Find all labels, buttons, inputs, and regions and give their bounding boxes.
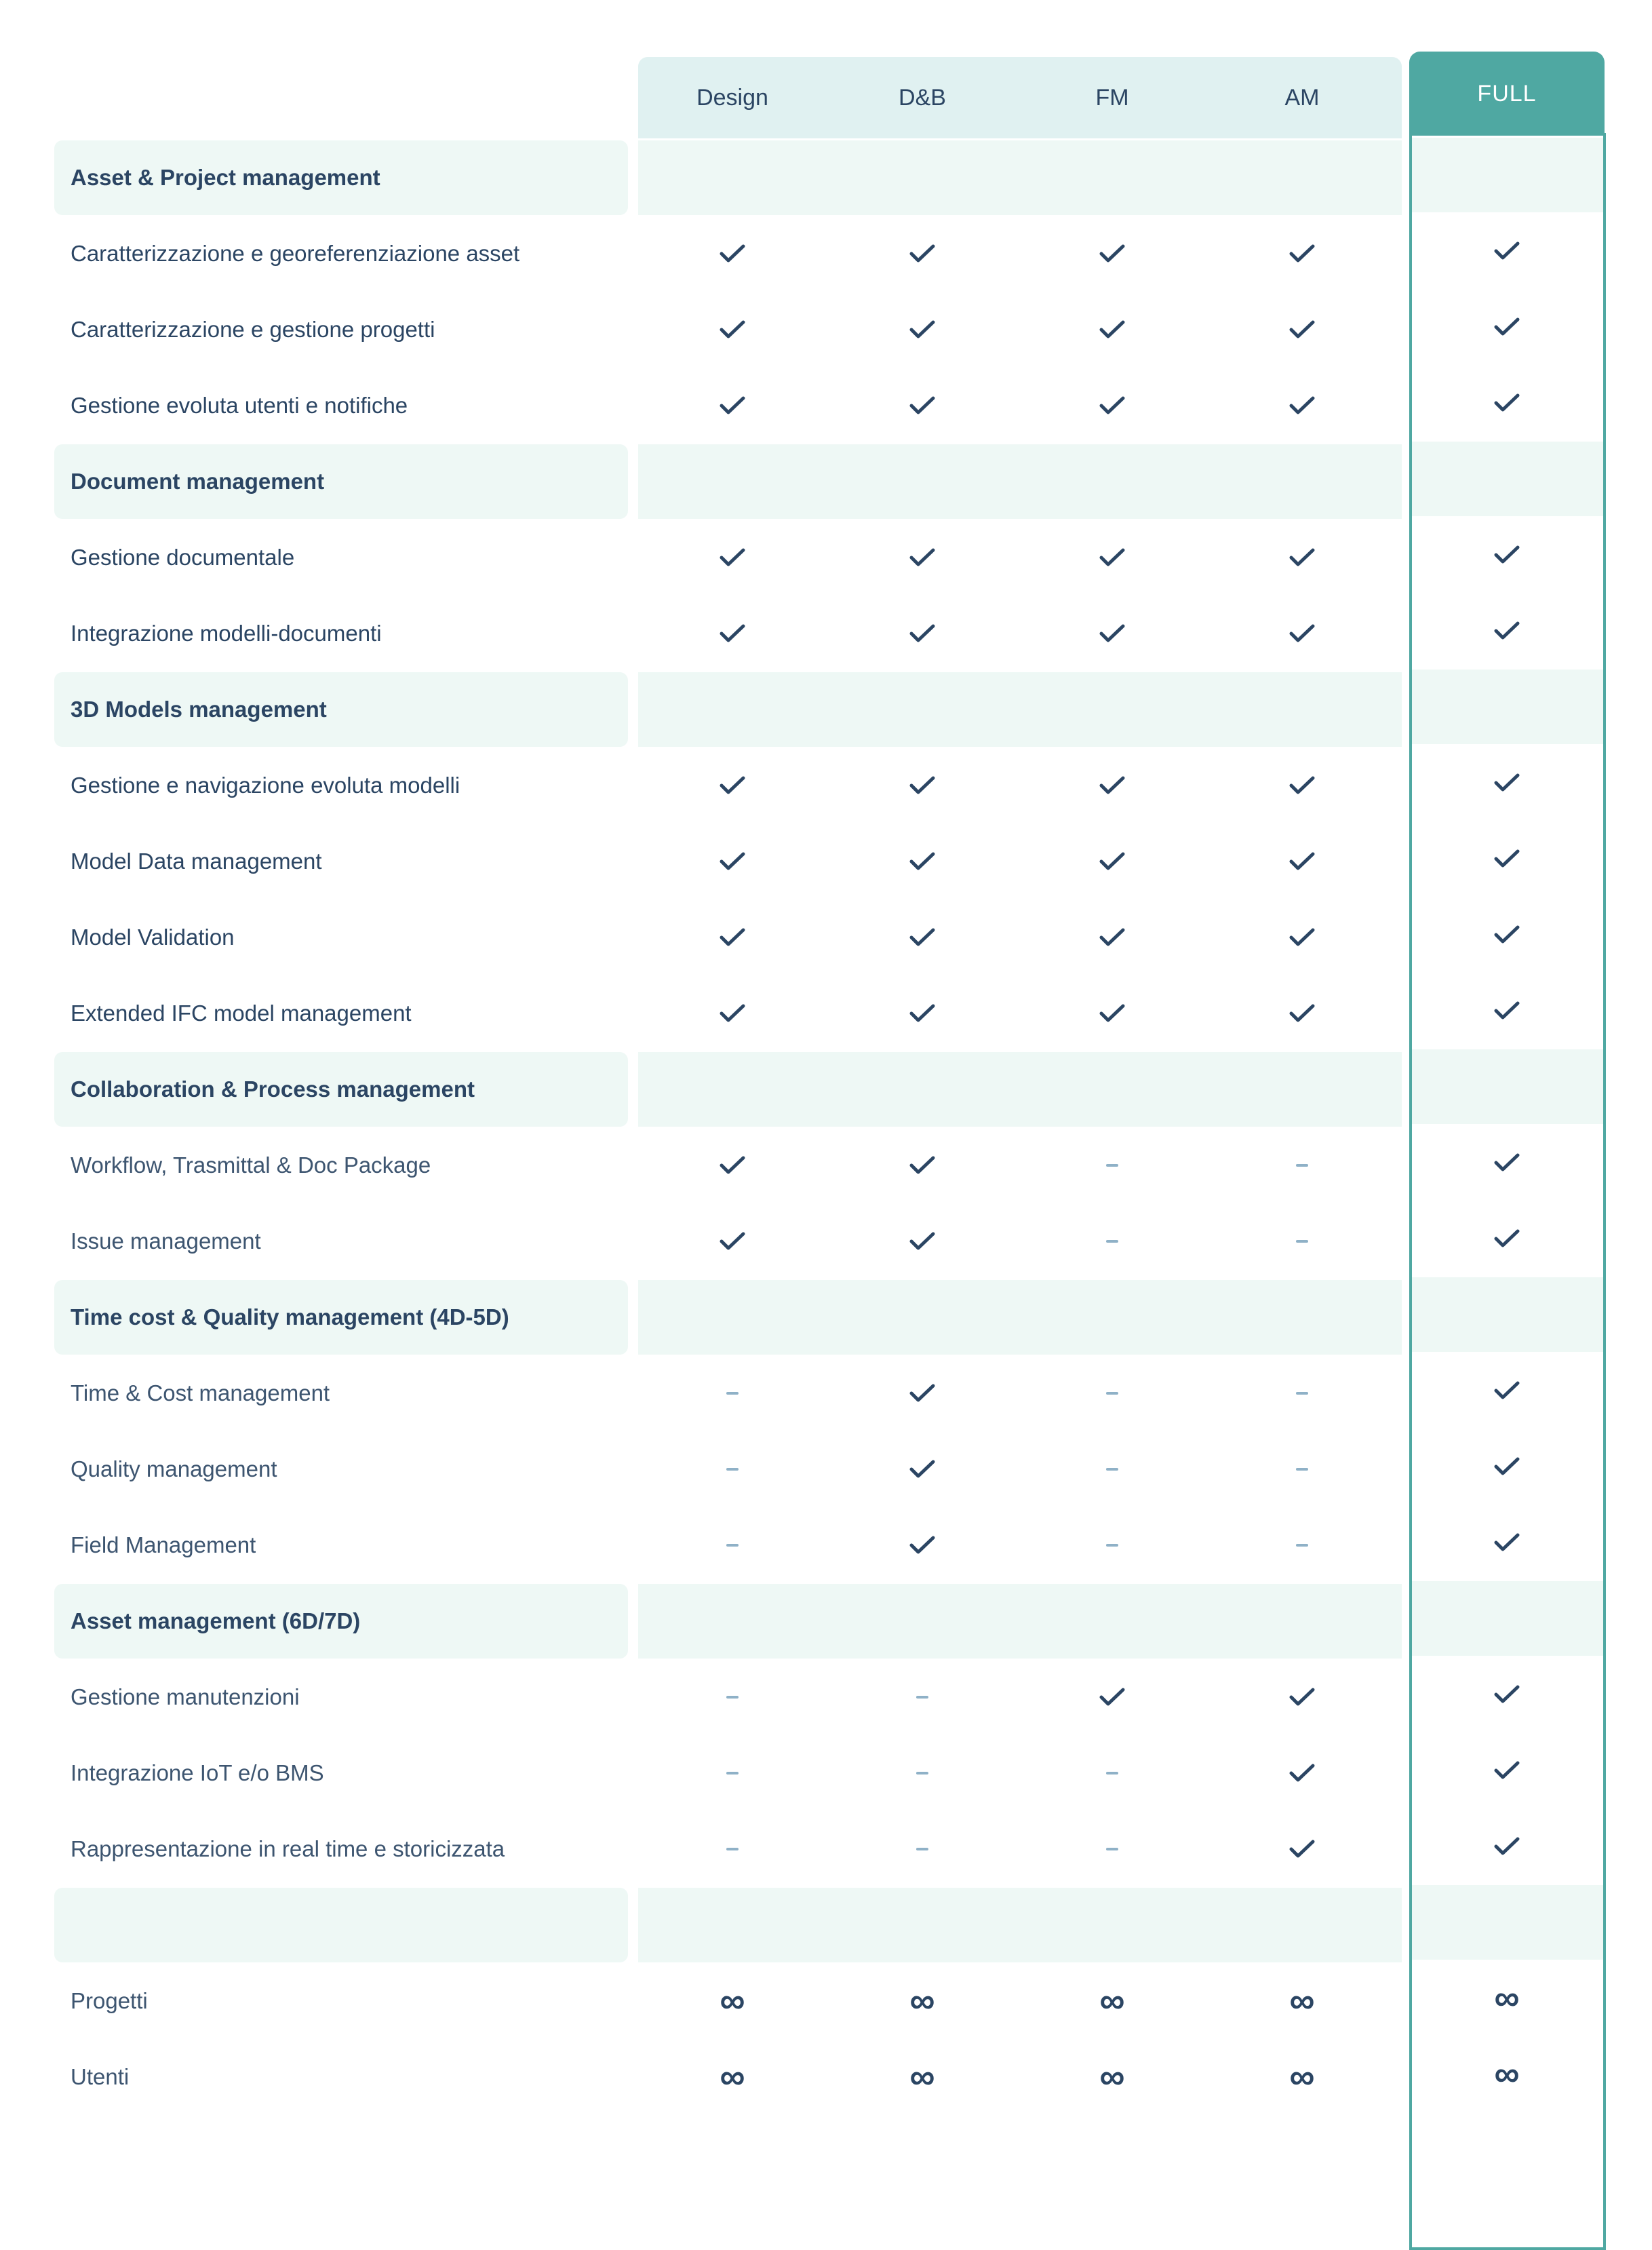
feature-label: Gestione e navigazione evoluta modelli — [71, 773, 460, 798]
dash-icon — [1282, 1221, 1322, 1262]
feature-label: Issue management — [71, 1228, 261, 1254]
section-header-band — [638, 1888, 1402, 1962]
dash-icon — [712, 1525, 753, 1566]
dash-icon — [712, 1373, 753, 1414]
check-icon — [902, 841, 943, 882]
check-icon — [712, 309, 753, 350]
check-icon — [902, 1221, 943, 1262]
section-header-band-full — [1412, 1581, 1603, 1656]
feature-label: Extended IFC model management — [71, 1001, 412, 1026]
check-icon — [712, 233, 753, 274]
column-header-db: D&B — [899, 84, 946, 111]
check-icon — [1487, 1826, 1527, 1867]
dash-icon — [1092, 1753, 1133, 1793]
section-header-label: 3D Models management — [54, 672, 628, 747]
dash-icon — [712, 1677, 753, 1718]
check-icon — [1092, 233, 1133, 274]
dash-icon — [712, 1449, 753, 1490]
infinity-icon: ∞ — [1099, 2057, 1125, 2097]
feature-label: Model Data management — [71, 849, 322, 874]
check-icon — [1487, 1218, 1527, 1259]
feature-label: Caratterizzazione e gestione progetti — [71, 317, 435, 342]
dash-icon — [1092, 1525, 1133, 1566]
check-icon — [1282, 1677, 1322, 1718]
feature-label: Progetti — [71, 1988, 148, 2013]
check-icon — [1487, 1446, 1527, 1487]
infinity-icon: ∞ — [1494, 2055, 1520, 2094]
check-icon — [902, 765, 943, 806]
infinity-icon: ∞ — [909, 1981, 935, 2021]
check-icon — [1487, 838, 1527, 879]
check-icon — [902, 1449, 943, 1490]
check-icon — [712, 385, 753, 426]
check-icon — [712, 1145, 753, 1186]
check-icon — [1282, 233, 1322, 274]
check-icon — [712, 613, 753, 654]
dash-icon — [1092, 1221, 1133, 1262]
check-icon — [712, 537, 753, 578]
check-icon — [1282, 917, 1322, 958]
check-icon — [902, 1145, 943, 1186]
section-header-band-full — [1412, 670, 1603, 744]
check-icon — [1092, 385, 1133, 426]
check-icon — [1092, 841, 1133, 882]
infinity-icon: ∞ — [1494, 1979, 1520, 2018]
dash-icon — [1092, 1373, 1133, 1414]
section-header-band — [638, 140, 1402, 215]
check-icon — [1282, 613, 1322, 654]
check-icon — [1092, 537, 1133, 578]
check-icon — [1487, 231, 1527, 271]
check-icon — [902, 1525, 943, 1566]
check-icon — [1487, 1522, 1527, 1563]
section-header-band — [638, 1280, 1402, 1355]
check-icon — [1487, 383, 1527, 423]
section-header-label: Collaboration & Process management — [54, 1052, 628, 1127]
check-icon — [1092, 765, 1133, 806]
infinity-icon: ∞ — [1289, 2057, 1315, 2097]
dash-icon — [1092, 1145, 1133, 1186]
check-icon — [712, 993, 753, 1034]
column-header-am: AM — [1284, 84, 1320, 111]
check-icon — [902, 1373, 943, 1414]
check-icon — [1092, 1677, 1133, 1718]
infinity-icon: ∞ — [720, 2057, 745, 2097]
check-icon — [902, 309, 943, 350]
check-icon — [1282, 537, 1322, 578]
infinity-icon: ∞ — [909, 2057, 935, 2097]
check-icon — [1487, 990, 1527, 1031]
section-header-band — [638, 444, 1402, 519]
check-icon — [1092, 309, 1133, 350]
feature-label: Rappresentazione in real time e storicizzata — [71, 1836, 505, 1861]
section-header-band — [638, 672, 1402, 747]
check-icon — [1487, 1142, 1527, 1183]
check-icon — [1282, 993, 1322, 1034]
check-icon — [1487, 535, 1527, 575]
dash-icon — [1282, 1525, 1322, 1566]
check-icon — [1487, 1750, 1527, 1791]
check-icon — [902, 537, 943, 578]
dash-icon — [1092, 1829, 1133, 1869]
check-icon — [902, 917, 943, 958]
section-header-band — [638, 1052, 1402, 1127]
section-header-label: Asset management (6D/7D) — [54, 1584, 628, 1659]
dash-icon — [712, 1829, 753, 1869]
dash-icon — [902, 1677, 943, 1718]
section-header-label: Time cost & Quality management (4D-5D) — [54, 1280, 628, 1355]
check-icon — [1092, 917, 1133, 958]
check-icon — [1487, 1370, 1527, 1411]
feature-label: Time & Cost management — [71, 1380, 330, 1405]
dash-icon — [1092, 1449, 1133, 1490]
check-icon — [1282, 765, 1322, 806]
check-icon — [902, 385, 943, 426]
check-icon — [902, 613, 943, 654]
section-header-label: Document management — [54, 444, 628, 519]
check-icon — [712, 917, 753, 958]
dash-icon — [1282, 1373, 1322, 1414]
section-header-band-full — [1412, 1277, 1603, 1352]
feature-label: Field Management — [71, 1532, 256, 1557]
feature-label: Quality management — [71, 1456, 277, 1481]
check-icon — [1487, 307, 1527, 347]
section-header-label — [54, 1888, 628, 1962]
check-icon — [1282, 1829, 1322, 1869]
dash-icon — [712, 1753, 753, 1793]
column-header-full: FULL — [1409, 52, 1605, 136]
check-icon — [1487, 1674, 1527, 1715]
column-header-design: Design — [696, 84, 768, 111]
section-header-band-full — [1412, 1885, 1603, 1960]
feature-label: Utenti — [71, 2064, 130, 2089]
column-header-fm: FM — [1095, 84, 1129, 111]
check-icon — [712, 1221, 753, 1262]
section-header-band — [638, 1584, 1402, 1659]
section-header-label: Asset & Project management — [54, 140, 628, 215]
infinity-icon: ∞ — [1289, 1981, 1315, 2021]
infinity-icon: ∞ — [1099, 1981, 1125, 2021]
section-header-band-full — [1412, 442, 1603, 516]
feature-label: Integrazione IoT e/o BMS — [71, 1760, 324, 1785]
check-icon — [902, 993, 943, 1034]
check-icon — [1282, 841, 1322, 882]
dash-icon — [902, 1829, 943, 1869]
check-icon — [1487, 610, 1527, 651]
check-icon — [1487, 914, 1527, 955]
section-header-band-full — [1412, 1049, 1603, 1124]
check-icon — [1487, 762, 1527, 803]
feature-label: Gestione evoluta utenti e notifiche — [71, 393, 408, 418]
feature-label: Gestione documentale — [71, 545, 295, 570]
section-header-band-full — [1412, 138, 1603, 212]
feature-label: Workflow, Trasmittal & Doc Package — [71, 1152, 431, 1178]
feature-label: Model Validation — [71, 925, 235, 950]
check-icon — [1092, 613, 1133, 654]
dash-icon — [1282, 1145, 1322, 1186]
dash-icon — [902, 1753, 943, 1793]
feature-label: Gestione manutenzioni — [71, 1684, 300, 1709]
check-icon — [1282, 385, 1322, 426]
feature-label: Integrazione modelli-documenti — [71, 621, 382, 646]
check-icon — [1092, 993, 1133, 1034]
check-icon — [1282, 309, 1322, 350]
infinity-icon: ∞ — [720, 1981, 745, 2021]
dash-icon — [1282, 1449, 1322, 1490]
check-icon — [902, 233, 943, 274]
feature-label: Caratterizzazione e georeferenziazione asset — [71, 241, 520, 266]
check-icon — [712, 841, 753, 882]
check-icon — [1282, 1753, 1322, 1793]
check-icon — [712, 765, 753, 806]
